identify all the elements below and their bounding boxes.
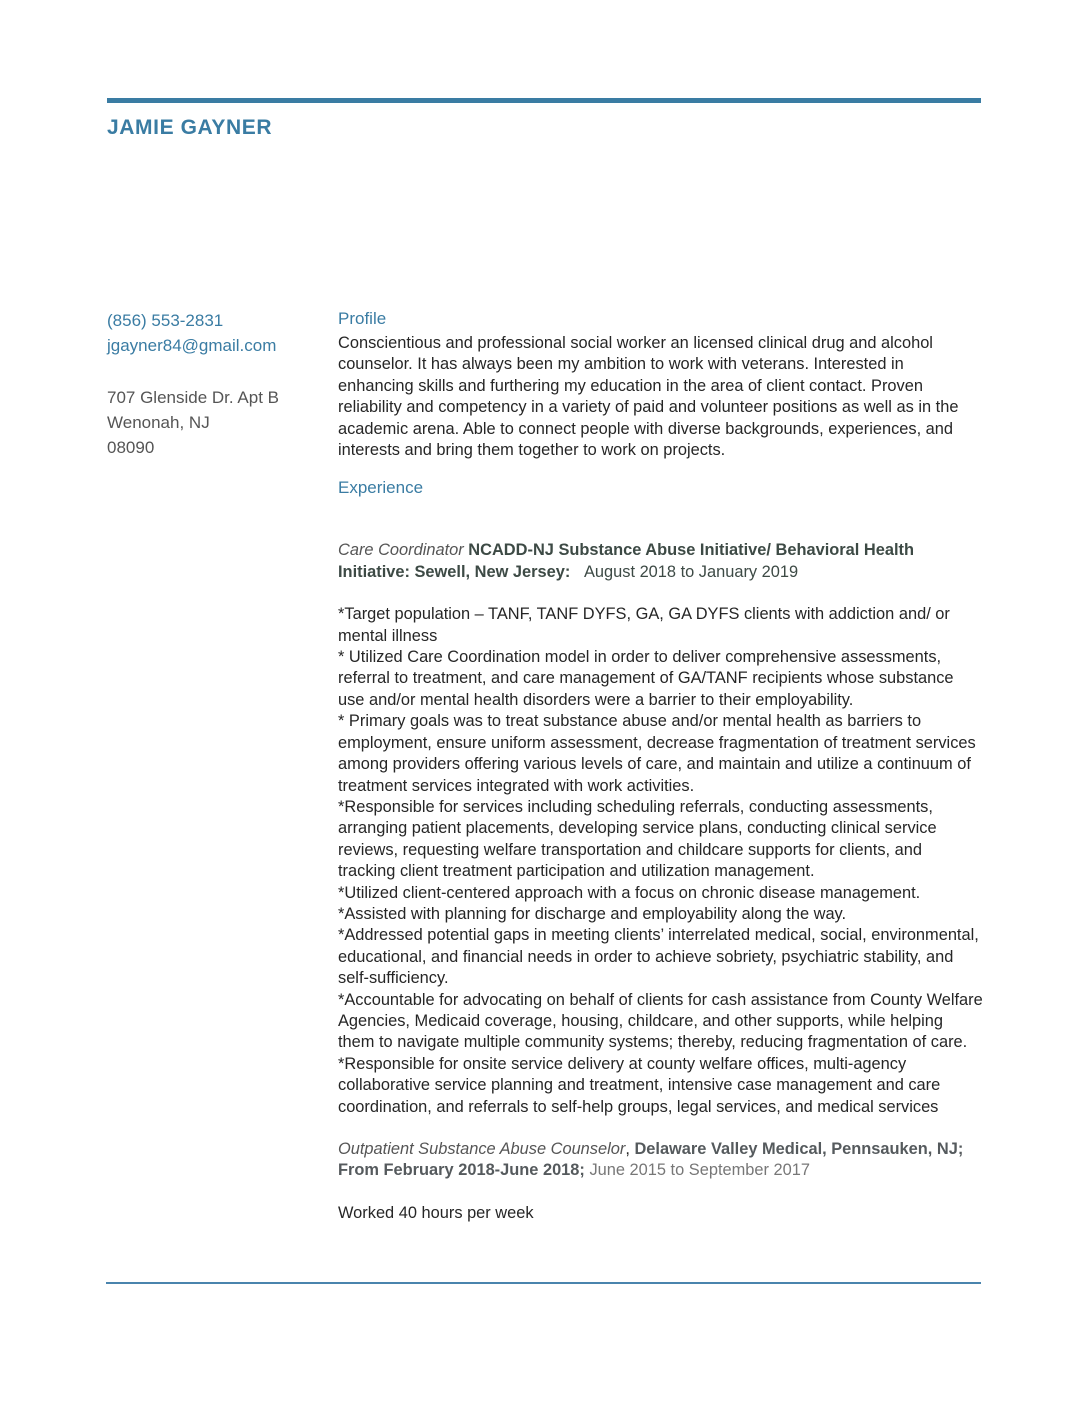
contact-column [107, 308, 317, 460]
job-bullet: *Utilized client-centered approach with a focus on chronic disease management. [338, 883, 921, 902]
footer-rule [106, 1282, 981, 1284]
job-dates: June 2015 to September 2017 [584, 1161, 810, 1180]
job-separator: , [625, 1140, 635, 1158]
job-bullet: *Responsible for services including scheduling referrals, conducting assessments, arranging patient placements, developing service plans, conducting clinical service reviews, requesting welfare transportation and childcare supports for clients, and tracking client treatment participation and utilization management. [338, 797, 937, 881]
job-role: Outpatient Substance Abuse Counselor [338, 1140, 626, 1158]
phone-link[interactable]: (856) 553-2831 [107, 311, 224, 330]
job-bullet: *Accountable for advocating on behalf of clients for cash assistance from County Welfare Agencies, Medicaid coverage, housing, childcare, and other supports, while helping them to navigate multiple community systems; thereby, reducing fragmentation of care. [338, 990, 983, 1052]
job-bullet: *Responsible for onsite service delivery at county welfare offices, multi-agency collaborative service planning and treatment, intensive case management and care coordination, and referrals to self-help groups, legal services, and medical services [338, 1054, 941, 1116]
profile-heading: Profile [338, 309, 387, 328]
job-note: Worked 40 hours per week [338, 1203, 534, 1222]
job-bullet: * Primary goals was to treat substance abuse and/or mental health as barriers to employment, ensure uniform assessment, decrease fragmentation of treatment services among providers offering various levels of care, and maintain and utilize a continuum of treatment services integrated with work activities. [338, 712, 976, 795]
job-heading-care-coordinator [338, 540, 983, 583]
job-bullets [338, 604, 983, 1118]
address-zip: 08090 [107, 438, 155, 457]
address-line2: Wenonah, NJ [107, 413, 210, 432]
job-bullet: *Addressed potential gaps in meeting clients’ interrelated medical, social, environmental, educational, and financial needs in order to achieve sobriety, psychiatric stability, and self-sufficiency. [338, 926, 979, 988]
job-organization: Delaware Valley Medical, Pennsauken, NJ; From February 2018-June 2018; [338, 1140, 964, 1180]
job-organization: NCADD-NJ Substance Abuse Initiative/ Behavioral Health Initiative: Sewell, New Jersey: [338, 541, 914, 581]
job-bullet: *Assisted with planning for discharge and employability along the way. [338, 904, 847, 923]
main-column [338, 308, 983, 1224]
job-dates: August 2018 to January 2019 [583, 562, 799, 581]
profile-text: Conscientious and professional social worker an licensed clinical drug and alcohol counselor. It has always been my ambition to work with veterans. Interested in enhancing skills and furthering my education in the area of client contact. Proven reliability and competency in a variety of paid and volunteer positions as well as in the academic arena. Able to connect people with diverse backgrounds, experiences, and interests and bring them together to work on projects. [338, 334, 959, 460]
job-role: Care Coordinator [338, 541, 464, 560]
job-heading-outpatient-counselor [338, 1139, 983, 1182]
address-line1: 707 Glenside Dr. Apt B [107, 388, 279, 407]
email-link[interactable]: jgayner84@gmail.com [107, 336, 277, 355]
header-rule [107, 98, 981, 103]
spacer [107, 358, 317, 385]
candidate-name: JAMIE GAYNER [107, 116, 273, 139]
experience-heading: Experience [338, 478, 424, 498]
job-bullet: * Utilized Care Coordination model in order to deliver comprehensive assessments, referral to treatment, and care management of GA/TANF recipients whose substance use and/or mental health disorders were a barrier to their employability. [338, 648, 954, 709]
job-bullet: *Target population – TANF, TANF DYFS, GA, GA DYFS clients with addiction and/ or mental illness [338, 605, 950, 645]
